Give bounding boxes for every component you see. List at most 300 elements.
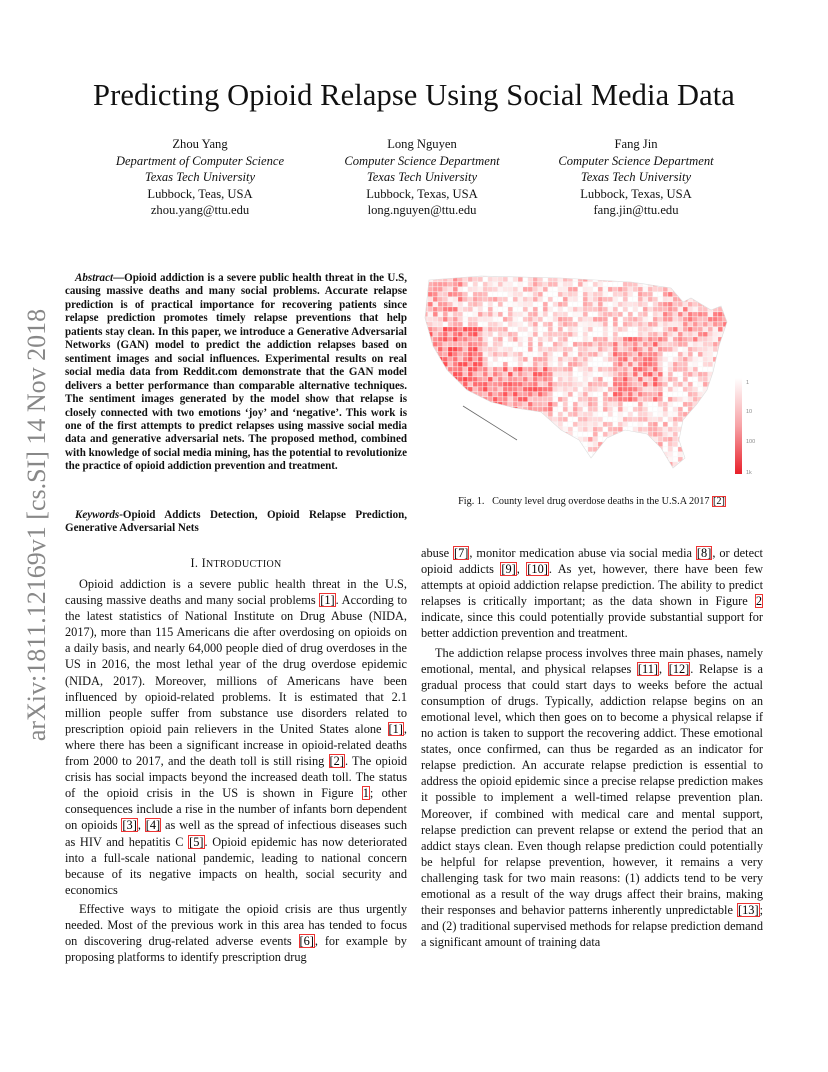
- county-cell: [543, 322, 548, 327]
- county-cell: [578, 317, 583, 322]
- county-cell: [568, 282, 573, 287]
- county-cell: [433, 402, 438, 407]
- county-cell: [438, 322, 443, 327]
- county-cell: [513, 377, 518, 382]
- county-cell: [693, 467, 698, 472]
- county-cell: [603, 327, 608, 332]
- county-cell: [493, 397, 498, 402]
- county-cell: [693, 412, 698, 417]
- county-cell: [678, 372, 683, 377]
- county-cell: [578, 392, 583, 397]
- county-cell: [468, 457, 473, 462]
- county-cell: [533, 402, 538, 407]
- county-cell: [543, 352, 548, 357]
- county-cell: [718, 372, 723, 377]
- county-cell: [703, 292, 708, 297]
- citation-link[interactable]: [12]: [668, 661, 690, 676]
- county-cell: [473, 272, 478, 277]
- county-cell: [588, 272, 593, 277]
- county-cell: [488, 417, 493, 422]
- county-cell: [508, 297, 513, 302]
- county-cell: [548, 407, 553, 412]
- county-cell: [688, 367, 693, 372]
- county-cell: [453, 302, 458, 307]
- county-cell: [448, 392, 453, 397]
- county-cell: [628, 467, 633, 472]
- county-cell: [613, 462, 618, 467]
- county-cell: [578, 427, 583, 432]
- county-cell: [718, 422, 723, 427]
- county-cell: [443, 397, 448, 402]
- county-cell: [633, 437, 638, 442]
- county-cell: [453, 307, 458, 312]
- county-cell: [448, 307, 453, 312]
- county-cell: [613, 422, 618, 427]
- county-cell: [678, 302, 683, 307]
- county-cell: [693, 377, 698, 382]
- county-cell: [508, 422, 513, 427]
- county-cell: [608, 407, 613, 412]
- citation-link[interactable]: [13]: [737, 903, 759, 918]
- county-cell: [583, 287, 588, 292]
- county-cell: [588, 317, 593, 322]
- county-cell: [688, 422, 693, 427]
- county-cell: [713, 377, 718, 382]
- county-cell: [478, 282, 483, 287]
- county-cell: [708, 337, 713, 342]
- legend-tick: 10: [746, 409, 753, 415]
- county-cell: [548, 362, 553, 367]
- county-cell: [688, 397, 693, 402]
- county-cell: [498, 317, 503, 322]
- county-cell: [653, 417, 658, 422]
- county-cell: [728, 357, 733, 362]
- citation-link[interactable]: [8]: [696, 546, 712, 560]
- county-cell: [683, 397, 688, 402]
- citation-link[interactable]: [1]: [320, 593, 335, 608]
- county-cell: [713, 337, 718, 342]
- arxiv-stamp: arXiv:1811.12169v1 [cs.SI] 14 Nov 2018: [22, 308, 51, 742]
- county-cell: [703, 407, 708, 412]
- county-cell: [488, 302, 493, 307]
- county-cell: [488, 437, 493, 442]
- county-cell: [618, 357, 623, 362]
- county-cell: [513, 287, 518, 292]
- county-cell: [498, 307, 503, 312]
- county-cell: [483, 407, 488, 412]
- county-cell: [598, 382, 603, 387]
- county-cell: [543, 347, 548, 352]
- figure-link[interactable]: 1: [362, 786, 369, 801]
- county-cell: [683, 422, 688, 427]
- county-cell: [708, 437, 713, 442]
- county-cell: [438, 332, 443, 337]
- county-cell: [438, 292, 443, 297]
- county-cell: [708, 272, 713, 277]
- county-cell: [453, 342, 458, 347]
- county-cell: [633, 407, 638, 412]
- county-cell: [573, 342, 578, 347]
- county-cell: [663, 422, 668, 427]
- county-cell: [628, 352, 633, 357]
- county-cell: [533, 322, 538, 327]
- county-cell: [463, 357, 468, 362]
- county-cell: [668, 362, 673, 367]
- county-cell: [448, 432, 453, 437]
- county-cell: [503, 452, 508, 457]
- county-cell: [513, 302, 518, 307]
- county-cell: [523, 382, 528, 387]
- county-cell: [703, 282, 708, 287]
- county-cell: [703, 322, 708, 327]
- county-cell: [488, 362, 493, 367]
- county-cell: [648, 417, 653, 422]
- county-cell: [473, 457, 478, 462]
- county-cell: [483, 442, 488, 447]
- county-cell: [563, 292, 568, 297]
- county-cell: [458, 352, 463, 357]
- county-cell: [453, 467, 458, 472]
- county-cell: [688, 327, 693, 332]
- county-cell: [558, 272, 563, 277]
- county-cell: [668, 467, 673, 472]
- county-cell: [663, 357, 668, 362]
- county-cell: [728, 307, 733, 312]
- county-cell: [703, 382, 708, 387]
- county-cell: [553, 272, 558, 277]
- county-cell: [488, 292, 493, 297]
- county-cell: [583, 402, 588, 407]
- county-cell: [563, 377, 568, 382]
- county-cell: [518, 322, 523, 327]
- county-cell: [728, 372, 733, 377]
- county-cell: [683, 382, 688, 387]
- county-choropleth: [423, 272, 733, 472]
- county-cell: [438, 417, 443, 422]
- county-cell: [443, 282, 448, 287]
- county-cell: [523, 387, 528, 392]
- county-cell: [513, 277, 518, 282]
- county-cell: [728, 367, 733, 372]
- county-cell: [448, 402, 453, 407]
- county-cell: [723, 357, 728, 362]
- county-cell: [613, 407, 618, 412]
- county-cell: [583, 297, 588, 302]
- county-cell: [623, 367, 628, 372]
- county-cell: [593, 462, 598, 467]
- county-cell: [698, 272, 703, 277]
- county-cell: [583, 412, 588, 417]
- county-cell: [423, 362, 428, 367]
- county-cell: [478, 337, 483, 342]
- county-cell: [568, 412, 573, 417]
- citation-link[interactable]: [1]: [388, 721, 403, 736]
- county-cell: [533, 347, 538, 352]
- keywords: [65, 509, 407, 536]
- county-cell: [473, 282, 478, 287]
- county-cell: [688, 392, 693, 397]
- county-cell: [693, 382, 698, 387]
- county-cell: [438, 297, 443, 302]
- county-cell: [528, 312, 533, 317]
- citation-link[interactable]: [4]: [145, 818, 161, 833]
- county-cell: [583, 382, 588, 387]
- county-cell: [688, 312, 693, 317]
- county-cell: [648, 407, 653, 412]
- county-cell: [518, 377, 523, 382]
- citation-link[interactable]: [6]: [299, 934, 314, 949]
- county-cell: [723, 387, 728, 392]
- county-cell: [633, 367, 638, 372]
- county-cell: [458, 392, 463, 397]
- county-cell: [658, 347, 663, 352]
- county-cell: [503, 357, 508, 362]
- county-cell: [493, 457, 498, 462]
- county-cell: [453, 332, 458, 337]
- county-cell: [593, 437, 598, 442]
- county-cell: [578, 402, 583, 407]
- county-cell: [683, 377, 688, 382]
- county-cell: [653, 447, 658, 452]
- citation-link[interactable]: [9]: [501, 562, 516, 577]
- citation-link[interactable]: [3]: [122, 818, 137, 833]
- county-cell: [478, 407, 483, 412]
- county-cell: [653, 292, 658, 297]
- county-cell: [618, 272, 623, 277]
- county-cell: [688, 442, 693, 447]
- county-cell: [623, 407, 628, 412]
- county-cell: [468, 312, 473, 317]
- county-cell: [693, 287, 698, 292]
- county-cell: [528, 367, 533, 372]
- county-cell: [513, 447, 518, 452]
- county-cell: [728, 437, 733, 442]
- county-cell: [658, 292, 663, 297]
- county-cell: [708, 302, 713, 307]
- county-cell: [598, 422, 603, 427]
- county-cell: [583, 387, 588, 392]
- county-cell: [543, 272, 548, 277]
- county-cell: [703, 337, 708, 342]
- county-cell: [553, 352, 558, 357]
- citation-link[interactable]: [10]: [527, 562, 548, 577]
- county-cell: [643, 407, 648, 412]
- county-cell: [513, 357, 518, 362]
- county-cell: [458, 272, 463, 277]
- county-cell: [443, 407, 448, 412]
- county-cell: [653, 422, 658, 427]
- county-cell: [538, 307, 543, 312]
- county-cell: [533, 412, 538, 417]
- county-cell: [723, 437, 728, 442]
- county-cell: [493, 437, 498, 442]
- county-cell: [553, 427, 558, 432]
- county-cell: [608, 442, 613, 447]
- county-cell: [458, 292, 463, 297]
- county-cell: [433, 292, 438, 297]
- county-cell: [628, 277, 633, 282]
- county-cell: [468, 297, 473, 302]
- county-cell: [463, 377, 468, 382]
- county-cell: [603, 332, 608, 337]
- county-cell: [668, 382, 673, 387]
- legend-tick: 1k: [746, 470, 752, 476]
- county-cell: [728, 442, 733, 447]
- county-cell: [693, 397, 698, 402]
- county-cell: [468, 342, 473, 347]
- citation-link[interactable]: [5]: [189, 834, 204, 849]
- county-cell: [478, 467, 483, 472]
- county-cell: [428, 337, 433, 342]
- county-cell: [433, 287, 438, 292]
- county-cell: [658, 462, 663, 467]
- county-cell: [548, 382, 553, 387]
- county-cell: [543, 337, 548, 342]
- county-cell: [698, 307, 703, 312]
- county-cell: [423, 452, 428, 457]
- county-cell: [518, 312, 523, 317]
- county-cell: [538, 387, 543, 392]
- county-cell: [603, 452, 608, 457]
- legend-tick: 100: [746, 439, 756, 445]
- county-cell: [538, 282, 543, 287]
- county-cell: [463, 402, 468, 407]
- county-cell: [568, 427, 573, 432]
- county-cell: [518, 417, 523, 422]
- legend-colorbar: [735, 378, 742, 474]
- county-cell: [563, 442, 568, 447]
- county-cell: [643, 352, 648, 357]
- county-cell: [668, 372, 673, 377]
- figure-link[interactable]: 2: [755, 594, 762, 609]
- county-cell: [583, 377, 588, 382]
- county-cell: [688, 452, 693, 457]
- county-cell: [443, 327, 448, 332]
- citation-link[interactable]: [11]: [637, 661, 658, 676]
- county-cell: [723, 307, 728, 312]
- county-cell: [568, 407, 573, 412]
- county-cell: [603, 367, 608, 372]
- county-cell: [543, 397, 548, 402]
- county-cell: [488, 357, 493, 362]
- county-cell: [688, 427, 693, 432]
- county-cell: [723, 422, 728, 427]
- county-cell: [698, 432, 703, 437]
- county-cell: [698, 342, 703, 347]
- county-cell: [553, 447, 558, 452]
- county-cell: [563, 382, 568, 387]
- county-cell: [508, 292, 513, 297]
- county-cell: [583, 442, 588, 447]
- county-cell: [548, 352, 553, 357]
- county-cell: [688, 347, 693, 352]
- county-cell: [713, 277, 718, 282]
- county-cell: [628, 387, 633, 392]
- county-cell: [498, 397, 503, 402]
- county-cell: [523, 362, 528, 367]
- county-cell: [548, 292, 553, 297]
- county-cell: [713, 332, 718, 337]
- county-cell: [533, 427, 538, 432]
- county-cell: [428, 402, 433, 407]
- county-cell: [468, 282, 473, 287]
- citation-link[interactable]: [2]: [712, 496, 725, 507]
- county-cell: [588, 437, 593, 442]
- county-cell: [633, 397, 638, 402]
- county-cell: [473, 297, 478, 302]
- county-cell: [658, 457, 663, 462]
- county-cell: [573, 397, 578, 402]
- county-cell: [428, 422, 433, 427]
- county-cell: [468, 437, 473, 442]
- county-cell: [448, 357, 453, 362]
- county-cell: [523, 457, 528, 462]
- county-cell: [533, 437, 538, 442]
- county-cell: [613, 312, 618, 317]
- county-cell: [668, 352, 673, 357]
- county-cell: [663, 277, 668, 282]
- county-cell: [573, 382, 578, 387]
- county-cell: [498, 277, 503, 282]
- county-cell: [538, 347, 543, 352]
- citation-link[interactable]: [2]: [329, 754, 344, 769]
- county-cell: [518, 337, 523, 342]
- county-cell: [698, 332, 703, 337]
- county-cell: [598, 372, 603, 377]
- county-cell: [478, 362, 483, 367]
- county-cell: [528, 332, 533, 337]
- county-cell: [573, 447, 578, 452]
- county-cell: [438, 452, 443, 457]
- county-cell: [513, 442, 518, 447]
- county-cell: [608, 297, 613, 302]
- county-cell: [693, 307, 698, 312]
- county-cell: [678, 402, 683, 407]
- county-cell: [533, 307, 538, 312]
- county-cell: [583, 312, 588, 317]
- county-cell: [538, 322, 543, 327]
- county-cell: [638, 352, 643, 357]
- citation-link[interactable]: [7]: [454, 546, 469, 560]
- county-cell: [433, 282, 438, 287]
- county-cell: [708, 452, 713, 457]
- county-cell: [458, 422, 463, 427]
- county-cell: [693, 447, 698, 452]
- county-cell: [488, 337, 493, 342]
- county-cell: [708, 447, 713, 452]
- county-cell: [543, 312, 548, 317]
- county-cell: [553, 372, 558, 377]
- county-cell: [568, 307, 573, 312]
- county-cell: [613, 302, 618, 307]
- abstract-label: Abstract: [75, 272, 114, 284]
- county-cell: [673, 327, 678, 332]
- county-cell: [493, 467, 498, 472]
- county-cell: [698, 372, 703, 377]
- county-cell: [703, 357, 708, 362]
- county-cell: [718, 362, 723, 367]
- county-cell: [628, 312, 633, 317]
- county-cell: [553, 457, 558, 462]
- county-cell: [713, 297, 718, 302]
- county-cell: [488, 312, 493, 317]
- county-cell: [618, 352, 623, 357]
- county-cell: [568, 352, 573, 357]
- county-cell: [723, 397, 728, 402]
- county-cell: [693, 272, 698, 277]
- county-cell: [648, 297, 653, 302]
- county-cell: [493, 292, 498, 297]
